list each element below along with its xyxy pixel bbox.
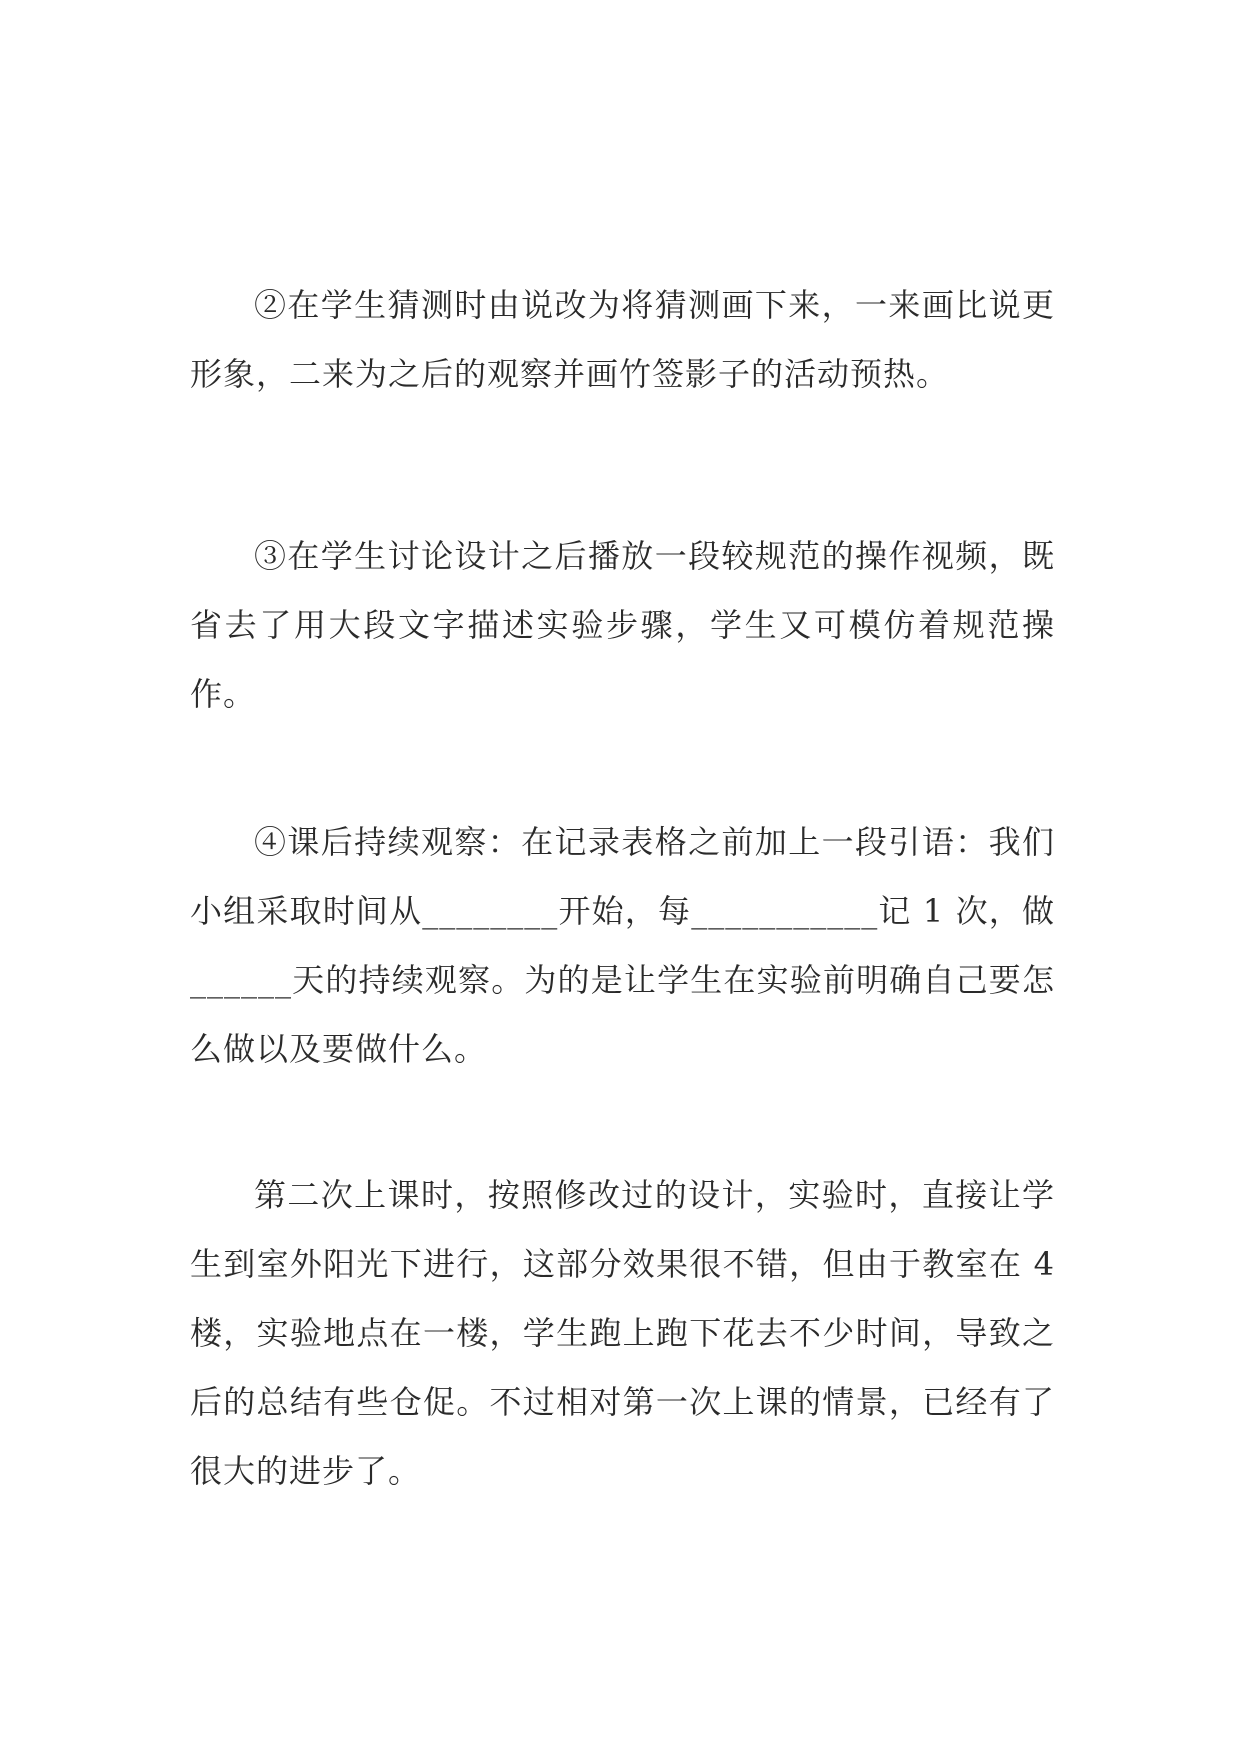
paragraph-continuous-observation: ④课后持续观察：在记录表格之前加上一段引语：我们小组采取时间从________开始，每___________记 1 次，做______天的持续观察。为的是让学生在实验前明确自己要怎么做以及要做什么。 [190, 823, 1055, 1068]
paragraph-drawing-guess: ②在学生猜测时由说改为将猜测画下来，一来画比说更形象，二来为之后的观察并画竹签影子的活动预热。 [190, 286, 1055, 393]
paragraph-second-lesson: 第二次上课时，按照修改过的设计，实验时，直接让学生到室外阳光下进行，这部分效果很不错，但由于教室在 4 楼，实验地点在一楼，学生跑上跑下花去不少时间，导致之后的总结有些仓促。不过相对第一次上课的情景，已经有了很大的进步了。 [190, 1176, 1055, 1490]
paragraph-operation-video: ③在学生讨论设计之后播放一段较规范的操作视频，既省去了用大段文字描述实验步骤，学生又可模仿着规范操作。 [190, 537, 1055, 713]
